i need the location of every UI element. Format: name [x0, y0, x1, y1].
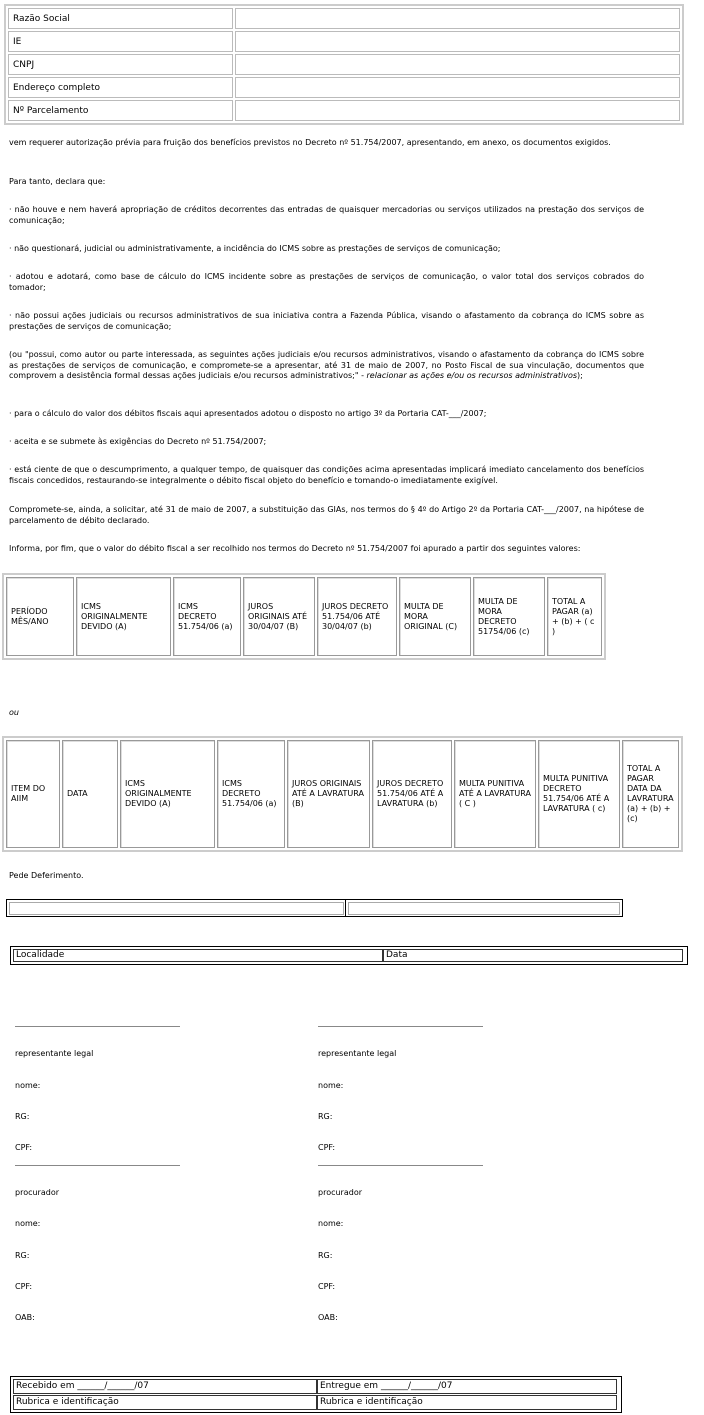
table-header: MULTA DE MORA DECRETO 51754/06 (c) — [473, 577, 545, 656]
table-header: ICMS DECRETO 51.754/06 (a) — [217, 740, 285, 848]
paragraph: · não questionará, judicial ou administrativamente, a incidência do ICMS sobre as prestações de serviços de comunicação; — [9, 244, 501, 253]
received-field[interactable]: Recebido em ______/______/07 — [13, 1379, 317, 1394]
paragraph-text: (ou "possui, como autor ou parte interessada, as seguintes ações judiciais e/ou recursos administrativos, visando o afastamento da cobrança do ICMS sobre as prestações de serviços de comunicação, e compromete-se a apresentar, até 31 de maio de 2007, no Posto Fiscal de sua vinculação, documentos que comprovem a desistência formal dessas ações judiciais e/ou recursos administrativos;" - — [9, 350, 644, 380]
table-row — [8, 100, 680, 121]
table-header: ITEM DO AIIM — [6, 740, 60, 848]
rg-label: RG: — [15, 1251, 30, 1260]
table-header: ICMS ORIGINALMENTE DEVIDO (A) — [76, 577, 171, 656]
values-table-aiim — [2, 736, 683, 852]
localidade-field[interactable]: Localidade — [13, 949, 383, 962]
paragraph: · está ciente de que o descumprimento, a qualquer tempo, de quaisquer das condições acima apresentadas implicará imediato cancelamento dos benefícios fiscais concedidos, restaurando-se integralmente o débito fiscal objeto do benefício e tomando-o imediatamente exigível. — [9, 465, 644, 485]
cpf-label: CPF: — [318, 1143, 336, 1152]
oab-label: OAB: — [15, 1313, 35, 1322]
table-header: JUROS ORIGINAIS ATÉ A LAVRATURA (B) — [287, 740, 370, 848]
table-row — [6, 577, 602, 656]
field-razao-social[interactable] — [235, 8, 680, 29]
paragraph: · aceita e se submete às exigências do Decreto nº 51.754/2007; — [9, 437, 267, 446]
table-header: TOTAL A PAGAR DATA DA LAVRATURA (a) + (b) + (c) — [622, 740, 679, 848]
paragraph — [9, 350, 644, 382]
table-row — [8, 77, 680, 98]
nome-label: nome: — [15, 1081, 41, 1090]
values-table-period — [2, 573, 606, 660]
table-header: MULTA PUNITIVA ATÉ A LAVRATURA ( C ) — [454, 740, 536, 848]
paragraph: · não possui ações judiciais ou recursos administrativos de sua iniciativa contra a Fazenda Pública, visando o afastamento da cobrança do ICMS sobre as prestações de serviços de comunicação; — [9, 311, 644, 331]
nome-label: nome: — [15, 1219, 41, 1228]
signature-line — [15, 1026, 180, 1027]
delivered-field[interactable]: Entregue em ______/______/07 — [317, 1379, 617, 1394]
signature-line — [318, 1026, 483, 1027]
table-row — [8, 31, 680, 52]
table-header: DATA — [62, 740, 118, 848]
blank-field[interactable] — [348, 902, 620, 915]
table-header: PERÍODO MÊS/ANO — [6, 577, 74, 656]
oab-label: OAB: — [318, 1313, 338, 1322]
blank-field[interactable] — [9, 902, 344, 915]
paragraph-italic: relacionar as ações e/ou os recursos administrativos — [366, 371, 578, 380]
rg-label: RG: — [318, 1251, 333, 1260]
cpf-label: CPF: — [15, 1143, 33, 1152]
table-header: JUROS DECRETO 51.754/06 ATÉ 30/04/07 (b) — [317, 577, 397, 656]
paragraph-text: ); — [577, 371, 583, 380]
field-parcelamento[interactable] — [235, 100, 680, 121]
field-ie[interactable] — [235, 31, 680, 52]
paragraph: · não houve e nem haverá apropriação de créditos decorrentes das entradas de quaisquer mercadorias ou serviços utilizados na prestação dos serviços de comunicação; — [9, 205, 644, 225]
table-header: ICMS ORIGINALMENTE DEVIDO (A) — [120, 740, 215, 848]
identification-table — [4, 4, 684, 125]
label-razao-social: Razão Social — [8, 8, 233, 29]
rg-label: RG: — [318, 1112, 333, 1121]
location-date-row — [10, 946, 688, 965]
label-cnpj: CNPJ — [8, 54, 233, 75]
nome-label: nome: — [318, 1219, 344, 1228]
paragraph: · para o cálculo do valor dos débitos fiscais aqui apresentados adotou o disposto no artigo 3º da Portaria CAT-___/2007; — [9, 409, 487, 418]
nome-label: nome: — [318, 1081, 344, 1090]
rg-label: RG: — [15, 1112, 30, 1121]
procurador-label: procurador — [318, 1188, 363, 1197]
signature-id-field[interactable]: Rubrica e identificação — [13, 1395, 317, 1410]
rep-label: representante legal — [15, 1049, 94, 1058]
field-endereco[interactable] — [235, 77, 680, 98]
paragraph: vem requerer autorização prévia para fruição dos benefícios previstos no Decreto nº 51.754/2007, apresentando, em anexo, os documentos exigidos. — [9, 138, 611, 147]
table-header: TOTAL A PAGAR (a) + (b) + ( c ) — [547, 577, 602, 656]
table-row — [6, 740, 679, 848]
label-parcelamento: Nº Parcelamento — [8, 100, 233, 121]
table-header: JUROS DECRETO 51.754/06 ATÉ A LAVRATURA (b) — [372, 740, 452, 848]
data-field[interactable]: Data — [383, 949, 683, 962]
cpf-label: CPF: — [318, 1282, 336, 1291]
signature-line — [318, 1165, 483, 1166]
field-cnpj[interactable] — [235, 54, 680, 75]
receipt-table — [10, 1376, 622, 1413]
paragraph: Informa, por fim, que o valor do débito fiscal a ser recolhido nos termos do Decreto nº 51.754/2007 foi apurado a partir dos seguintes valores: — [9, 544, 581, 553]
label-ie: IE — [8, 31, 233, 52]
request-text: Pede Deferimento. — [9, 871, 84, 880]
cpf-label: CPF: — [15, 1282, 33, 1291]
table-header: MULTA DE MORA ORIGINAL (C) — [399, 577, 471, 656]
blank-field-row — [6, 899, 623, 917]
table-row — [8, 54, 680, 75]
table-header: MULTA PUNITIVA DECRETO 51.754/06 ATÉ A LAVRATURA ( c) — [538, 740, 620, 848]
rep-label: representante legal — [318, 1049, 397, 1058]
table-row — [8, 8, 680, 29]
table-header: JUROS ORIGINAIS ATÉ 30/04/07 (B) — [243, 577, 315, 656]
signature-id-field[interactable]: Rubrica e identificação — [317, 1395, 617, 1410]
or-label: ou — [9, 708, 19, 717]
procurador-label: procurador — [15, 1188, 60, 1197]
signature-line — [15, 1165, 180, 1166]
table-header: ICMS DECRETO 51.754/06 (a) — [173, 577, 241, 656]
divider — [345, 900, 346, 916]
paragraph: Para tanto, declara que: — [9, 177, 106, 186]
paragraph: Compromete-se, ainda, a solicitar, até 31 de maio de 2007, a substituição das GIAs, nos termos do § 4º do Artigo 2º da Portaria CAT-___/2007, na hipótese de parcelamento de débito declarado. — [9, 505, 644, 525]
paragraph: · adotou e adotará, como base de cálculo do ICMS incidente sobre as prestações de serviços de comunicação, o valor total dos serviços cobrados do tomador; — [9, 272, 644, 292]
label-endereco: Endereço completo — [8, 77, 233, 98]
